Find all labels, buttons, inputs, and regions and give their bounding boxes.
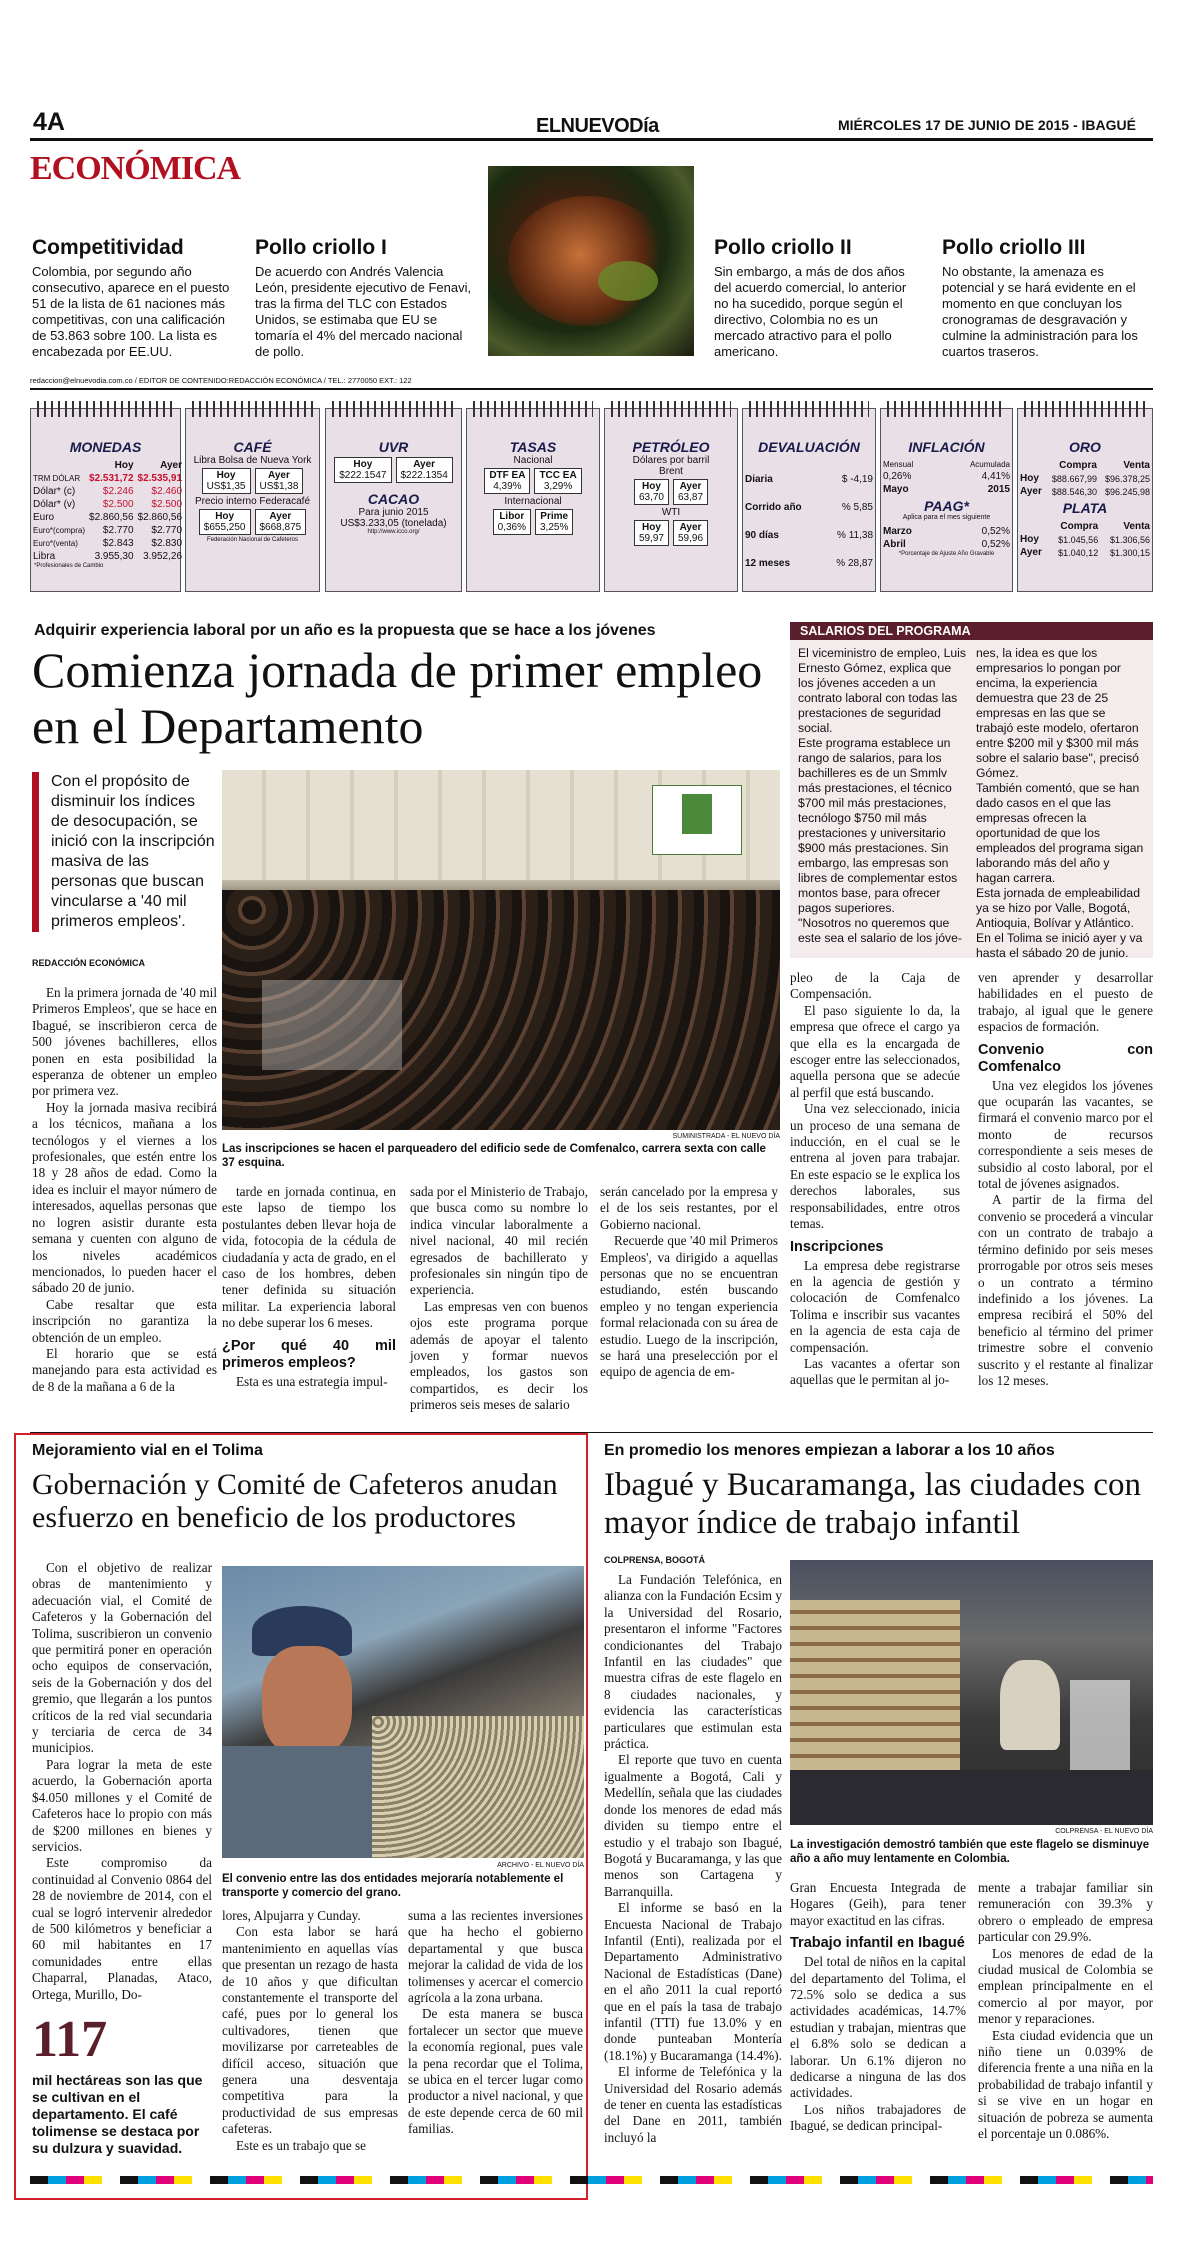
- market-title: DEVALUACIÓN: [758, 439, 860, 455]
- market-note: Federación Nacional de Cafeteros: [206, 537, 299, 543]
- coffee-photo: [222, 1566, 584, 1858]
- cell: Ayer: [1020, 547, 1042, 558]
- main-col-1: [32, 985, 217, 1395]
- vial-headline: Gobernación y Comité de Cafeteros anudan esfuerzo en beneficio de los productores: [32, 1468, 558, 1534]
- paragraph: sada por el Ministerio de Trabajo, que busca como su nombre lo indica vincular laboralmente a nivel nacional, 40 mil recién egresados de bachillerato y profesionales sin ningún tipo de experiencia.: [410, 1184, 589, 1298]
- brief-pollo-3: [942, 236, 1154, 360]
- main-col-3: [410, 1184, 588, 1414]
- paragraph: Las empresas ven con buenos ojos este programa porque además de apoyar el talento joven y formar nuevos empleados, los gastos son compartidos, es decir los primeros seis meses de salario: [410, 1298, 588, 1413]
- paragraph: Con esta labor se hará mantenimiento en aquellas vías que presentan un rezago de hasta de 10 años y que dificultan constantemente el transporte del café, pues por lo general los cultivadores, tienen que movilizarse por carreteables de difícil acceso, situación que genera una desventaja competitiva para la productividad de sus empresas cafeteras.: [222, 1924, 398, 2137]
- paragraph: tarde en jornada continua, en este lapso de tiempo los postulantes deben llevar hoja de vida, fotocopia de la cédula de ciudadanía y acta de grado, en el caso de los hombres, deben tener definida su situación militar. La experiencia laboral no debe superar los 6 meses.: [222, 1184, 396, 1331]
- paragraph: Este es un trabajo que se: [236, 2137, 367, 2153]
- photo-credit: ARCHIVO - EL NUEVO DÍA: [497, 1862, 584, 1869]
- photo-caption: Las inscripciones se hacen el parqueadero del edificio sede de Comfenalco, carrera sexta con calle 37 esquina.: [222, 1143, 766, 1169]
- brief-text: Colombia, por segundo año consecutivo, aparece en el puesto 51 de la lista de 61 naciones más competitivas, con una calificación de 53.863 sobre 100. La lista es encabezada por EE.UU.: [32, 264, 230, 359]
- col-head: Compra: [1060, 521, 1099, 532]
- market-title: PAAG*: [924, 498, 969, 514]
- value: $222.1354: [400, 470, 448, 481]
- cell: % 28,87: [836, 557, 873, 569]
- market-monedas: [30, 408, 181, 592]
- market-cafe: [185, 408, 320, 592]
- byline: REDACCIÓN ECONÓMICA: [32, 958, 146, 968]
- paragraph: nes, la idea es que los empresarios lo pongan por encima, la experiencia demuestra que 23 de 25 empresas en las que se trabajó este modelo, ofertaron entre $200 mil y $300 mil más sobre el salario base", precisó Gómez.: [976, 646, 1139, 780]
- paragraph: El reporte que tuvo en cuenta igualmente a Bogotá, Cali y Medellín, señala que las ciudades donde los menores de edad más dividen su tiempo entre el estudio y el trabajo son Ibagué, Bogotá y Bucaramanga, y las que menos son Cartagena y Barranquilla.: [604, 1752, 782, 1899]
- market-subtitle: Aplica para el mes siguiente: [902, 514, 991, 521]
- comfenalco-photo: [222, 770, 780, 1130]
- salarios-sidebar: [790, 622, 1153, 958]
- stat-text: mil hectáreas son las que se cultivan en el departamento. El café tolimense se destaca por su dulzura y suavidad.: [32, 2072, 203, 2156]
- page-number: 4A: [33, 108, 65, 136]
- subhead: Inscripciones: [790, 1238, 884, 1255]
- value: 0,36%: [497, 522, 526, 533]
- cell: $2.246: [102, 486, 134, 497]
- label: Prime: [540, 511, 569, 522]
- subhead: Convenio con Comfenalco: [978, 1041, 1153, 1075]
- market-title: CACAO: [367, 491, 420, 507]
- vial-col-1: [32, 1560, 212, 2003]
- value: 4,39%: [493, 481, 522, 492]
- cell: $1.045,56: [1058, 534, 1099, 545]
- paragraph: En el Tolima se inició ayer y va hasta el sábado 20 de junio.: [976, 931, 1143, 960]
- cell: $1.040,12: [1058, 547, 1099, 558]
- cell: TRM DÓLAR: [33, 474, 81, 483]
- paragraph: Gran Encuesta Integrada de Hogares (Geih), para tener mayor exactitud en las cifras.: [790, 1880, 966, 1928]
- label: Ayer: [679, 522, 702, 533]
- cell: Euro*(compra): [33, 526, 86, 535]
- label: Ayer: [679, 481, 702, 492]
- paragraph: A partir de la firma del convenio se procederá a vincular con un contrato de trabajo a término definido por seis meses prorrogable por otros seis meses o un contrato a término indefinido a los jóvenes. La empresa recibirá el 50% del beneficio al término del primer trimestre sobre el convenio suscrito y el restante al finalizar los 12 meses.: [978, 1192, 1153, 1388]
- label: DTF EA: [489, 470, 526, 481]
- cell: % 5,85: [841, 501, 873, 513]
- col-head: Mensual: [883, 460, 914, 469]
- sidebar-col-1: [798, 646, 966, 946]
- col-head: Acumulada: [969, 460, 1010, 469]
- brief-title: Pollo criollo I: [255, 236, 387, 259]
- market-note: *Profesionales de Cambio: [34, 563, 104, 569]
- cell: Hoy: [1020, 534, 1039, 545]
- sidebar-col-2: [976, 646, 1146, 961]
- vial-col-3: [408, 1908, 583, 2138]
- brief-title: Pollo criollo II: [714, 236, 852, 259]
- market-subtitle: Nacional: [513, 455, 553, 466]
- brief-pollo-1: [255, 236, 477, 360]
- brief-text: Sin embargo, a más de dos años del acuerdo comercial, lo anterior no ha sucedido, porque según el directivo, Colombia no es un mercado atractivo para el pollo americano.: [714, 264, 907, 359]
- market-title: ORO: [1069, 439, 1101, 455]
- market-title: UVR: [378, 439, 409, 455]
- infantil-kicker: En promedio los menores empiezan a laborar a los 10 años: [604, 1442, 1055, 1459]
- paragraph: Los menores de edad de la ciudad musical de Colombia se emplean principalmente en el comercio al por mayor, por menor y reparaciones.: [978, 1945, 1153, 2027]
- cell: Ayer: [1020, 486, 1042, 497]
- cell: 3.952,26: [143, 551, 183, 562]
- paragraph: El informe de Telefónica y la Universidad del Rosario además de tener en cuenta las estadísticas del Dane en 2011, también incluyó la: [604, 2064, 782, 2145]
- cell: Dólar* (v): [33, 499, 76, 510]
- sidebar-title: SALARIOS DEL PROGRAMA: [790, 622, 1153, 640]
- pull-quote-text: Con el propósito de disminuir los índices de desocupación, se inició con la inscripción masiva de las personas que buscan vincularse a '40 mil primeros empleos'.: [51, 773, 215, 930]
- cell: 3.955,30: [94, 551, 134, 562]
- label: Hoy: [216, 470, 236, 481]
- paragraph: El paso siguiente lo da, la empresa que ofrece el cargo ya que ella es la encargada de escoger entre las seleccionados, aquella persona que se adecúe al perfil que está buscando.: [790, 1002, 960, 1100]
- label: Libor: [499, 511, 525, 522]
- paragraph: Con el objetivo de realizar obras de mantenimiento y adecuación vial, el Comité de Cafeteros y la Gobernación del Tolima, suscribieron un convenio que permitirá poner en operación ocho equipos de conservación, seis de la Gobernación y dos del gremio, que llegarán a los puntos críticos de la red vial secundaria y terciaria de cerca de 34 municipios.: [32, 1560, 212, 1756]
- paragraph: La empresa debe registrarse en la agencia de gestión y colocación de Comfenalco Tolima e inscribir sus vacantes en la agencia de esta caja de compensación.: [790, 1257, 960, 1355]
- cell: Euro: [33, 512, 55, 523]
- paragraph: lores, Alpujarra y Cunday.: [222, 1908, 361, 1923]
- main-headline: Comienza jornada de primer empleo en el Departamento: [32, 642, 763, 754]
- cell: 12 meses: [745, 557, 791, 569]
- value: $222.1547: [339, 470, 387, 481]
- brief-text: De acuerdo con Andrés Valencia León, presidente ejecutivo de Fenavi, tras la firma del TLC con Estados Unidos, se estimaba que EU se tomaría el 4% del mercado nacional de pollo.: [255, 264, 472, 359]
- header-rule-2: [30, 388, 1153, 390]
- vial-col-2: [222, 1908, 398, 2154]
- value: 63,87: [678, 492, 704, 503]
- value: US$3.233,05 (tonelada): [340, 518, 447, 529]
- main-col-2: [222, 1184, 396, 1390]
- paragraph: mente a trabajar familiar sin remuneración con 39.3% y obrero o empleado de empresa particular con 29.9%.: [978, 1880, 1153, 1945]
- paragraph: En la primera jornada de '40 mil Primeros Empleos', que se hace en Ibagué, se inscribieron cerca de 500 jóvenes bachilleres, ellos ponen en esta posibilidad la esperanza de obtener un empleo por primera vez.: [32, 985, 217, 1099]
- cell: Hoy: [1020, 473, 1039, 484]
- label: Ayer: [268, 470, 290, 481]
- stat-number: 117: [32, 2011, 108, 2068]
- value: 59,97: [638, 533, 664, 544]
- market-title: PETRÓLEO: [632, 439, 710, 455]
- section-title: ECONÓMICA: [30, 150, 241, 187]
- market-uvr: [325, 408, 462, 592]
- brief-title: Pollo criollo III: [942, 236, 1086, 259]
- paragraph: "Nosotros no queremos que este sea el salario de los jóve-: [798, 916, 962, 945]
- cell: Dólar* (c): [33, 486, 76, 497]
- cell: Marzo: [883, 526, 912, 537]
- brief-pollo-2: [714, 236, 924, 360]
- value: US$1,38: [259, 481, 299, 492]
- infantil-col-1: [604, 1572, 782, 2146]
- pull-quote: [32, 772, 217, 932]
- market-inflacion: [880, 408, 1013, 592]
- cell: $96.245,98: [1104, 486, 1150, 497]
- cell: Libra: [33, 551, 56, 562]
- market-petroleo: [604, 408, 738, 592]
- subhead: Trabajo infantil en Ibagué: [790, 1935, 965, 1952]
- cell: $88.667,99: [1051, 473, 1097, 484]
- cell: 0,26%: [883, 471, 912, 482]
- vial-kicker: Mejoramiento vial en el Tolima: [32, 1442, 263, 1459]
- market-title: PLATA: [1062, 500, 1108, 516]
- market-subtitle: Internacional: [504, 496, 562, 507]
- paragraph: También comentó, que se han dado casos en el que las empresas ofrecen la oportunidad de que los empleados del programa sigan laborando más del año y hagan carrera.: [976, 781, 1144, 885]
- market-subtitle: Brent: [659, 466, 683, 477]
- food-photo: [488, 166, 694, 356]
- main-col-5: [790, 970, 960, 1389]
- brief-competitividad: [32, 236, 242, 360]
- photo-caption: La investigación demostró también que este flagelo se disminuye año a año muy lentamente en Colombia.: [790, 1839, 1150, 1865]
- cell: Mayo: [883, 484, 909, 495]
- cell: $2.500: [102, 499, 134, 510]
- paragraph: Una vez elegidos los jóvenes que ocuparán las vacantes, se firmará el convenio marco por el monto de recursos correspondiente a seis meses de subsidio al costo laboral, por el total de jóvenes asignados.: [978, 1077, 1153, 1192]
- photo-caption: El convenio entre las dos entidades mejoraría notablemente el transporte y comercio del grano.: [222, 1873, 564, 1899]
- paragraph: Una vez seleccionado, inicia un proceso de una semana de inducción, en el cual se le entrena al joven para trabajar. En este espacio se le explica los derechos laborales, sus responsabilidades, entre otros temas.: [790, 1101, 960, 1232]
- header-rule: [30, 138, 1153, 141]
- cell: $2.860,56: [137, 512, 183, 523]
- value: $668,875: [259, 522, 302, 533]
- label: Hoy: [215, 511, 235, 522]
- cell: 4,41%: [981, 471, 1010, 482]
- label: TCC EA: [539, 470, 577, 481]
- paragraph: Las vacantes a ofertar son aquellas que le permitan al jo-: [790, 1355, 960, 1388]
- cell: % 11,38: [837, 529, 873, 541]
- paragraph: Cabe resaltar que esta inscripción no garantiza la obtención de un empleo.: [32, 1296, 217, 1345]
- cell: $2.531,72: [89, 473, 134, 484]
- paragraph: Para lograr la meta de este acuerdo, la Gobernación aporta $4.050 millones y el Comité de Cafeteros hace lo propio con más de $200 millones en bienes y servicios.: [32, 1756, 212, 1854]
- cell: $96.378,25: [1104, 473, 1150, 484]
- paragraph: Del total de niños en la capital del departamento del Tolima, el 72.5% solo se dedica a sus actividades académicas, 14.7% estudian y trabajan, mientras que el 6.8% solo se dedican a laborar. Un 6.1% dijeron no dedicarse a ninguna de las dos actividades.: [790, 1954, 966, 2101]
- cell: $88.546,30: [1051, 486, 1097, 497]
- market-photo: [790, 1560, 1153, 1825]
- paragraph: Este compromiso da continuidad al Convenio 0864 del 28 de noviembre de 2014, con el cual se logró intervenir alrededor de 500 kilómetros y beneficiar a 60 mil habitantes en 17 comunidades entre ellas Chaparral, Planadas, Ataco, Ortega, Murillo, Do-: [32, 1855, 212, 2002]
- col-head: Compra: [1059, 460, 1097, 471]
- paragraph: De esta manera se busca fortalecer un sector que mueve la economía regional, pues vale la pena recordar que el Tolima, se ubica en el tercer lugar como productor a nivel nacional, y que de este depende cerca de 60 mil familias.: [408, 2006, 583, 2137]
- label: Hoy: [642, 481, 661, 492]
- market-title: MONEDAS: [69, 439, 142, 455]
- infantil-col-3: [978, 1880, 1153, 2143]
- paragraph: suma a las recientes inversiones que ha hecho el gobierno departamental y que busca mejorar la calidad de vida de los tolimenses y acercar el comercio agrícola a la zona urbana.: [408, 1908, 583, 2006]
- main-kicker: Adquirir experiencia laboral por un año es la propuesta que se hace a los jóvenes: [34, 622, 656, 639]
- value: US$1,35: [206, 481, 246, 492]
- paragraph: Este programa establece un rango de salarios, para los bachilleres es de un Smmlv más prestaciones, el técnico $700 mil más prestaciones, tecnólogo $750 mil más prestaciones y universitario $900 más prestaciones. Sin embargo, las empresas son libres de complementar estos montos base, para ofrecer pagos superiores.: [798, 736, 958, 915]
- col-head: Venta: [1123, 460, 1150, 471]
- infantil-col-2: [790, 1880, 966, 2135]
- cell: 0,52%: [981, 526, 1010, 537]
- masthead-logo: ELNUEVODía: [536, 115, 659, 137]
- paragraph: Esta ciudad evidencia que un niño tiene un 0.039% de diferencia frente a una niña en la probabilidad de trabajo infantil y si se vive en un hogar en situación de pobreza se aumenta el porcentaje un 0.086%.: [978, 2027, 1153, 2142]
- cell: $2.770: [151, 525, 183, 536]
- paragraph: Hoy la jornada masiva recibirá a los técnicos, mañana a los tecnólogos y el viernes a los profesionales, que estén entre los 18 y 28 años de edad. Como la idea es incluir el mayor número de interesados, aquellas personas que no logren asistir durante esta semana y cuenten con alguno de los niveles académicos mencionados, lo pueden hacer el sábado 20 de junio.: [32, 1099, 217, 1296]
- market-subtitle: Precio interno Federacafé: [194, 496, 311, 507]
- label: Hoy: [642, 522, 661, 533]
- market-devaluacion: [742, 408, 876, 592]
- paragraph: Los niños trabajadores de Ibagué, se dedican principal-: [790, 2101, 966, 2134]
- label: Hoy: [353, 459, 373, 470]
- paragraph: Recuerde que '40 mil Primeros Empleos', va dirigido a aquellas personas que no se encuentran estudiando, estén buscando empleo y no tengan experiencia formal relacionada con su área de estudio. Luego de la inscripción, se hará una preselección por el equipo de agencia de em-: [600, 1233, 778, 1380]
- market-title: CAFÉ: [233, 439, 272, 455]
- cell: $2.500: [151, 499, 183, 510]
- byline: COLPRENSA, BOGOTÁ: [604, 1555, 706, 1565]
- cell: $2.770: [102, 525, 134, 536]
- cell: Corrido año: [745, 501, 802, 513]
- market-note: http://www.icco.org/: [367, 529, 420, 535]
- cell: $ -4,19: [841, 473, 873, 485]
- contact-line: redaccion@elnuevodia.com.co / EDITOR DE CONTENIDO:REDACCIÓN ECONÓMICA / TEL.: 2770050 EXT.: 122: [30, 376, 412, 385]
- col-head: Venta: [1123, 521, 1150, 532]
- paragraph: serán cancelado por la empresa y el de los seis restantes, por el Gobierno nacional.: [600, 1184, 778, 1232]
- cell: 90 días: [745, 529, 779, 541]
- market-oro: [1017, 408, 1153, 592]
- label: Ayer: [413, 459, 436, 470]
- paragraph: El viceministro de empleo, Luis Ernesto Gómez, explica que los jóvenes acceden a un contrato laboral con todas las prestaciones de seguridad social.: [798, 646, 966, 735]
- brief-text: No obstante, la amenaza es potencial y se hará evidente en el momento en que concluyan los cronogramas de desgravación y culmine la administración para los cuartos traseros.: [942, 264, 1138, 359]
- main-col-4: [600, 1184, 778, 1381]
- cell: $2.860,56: [89, 512, 134, 523]
- value: 3,25%: [540, 522, 569, 533]
- paragraph: El horario que se está manejando para esta actividad es de 8 de la mañana a 6 de la: [32, 1345, 217, 1394]
- market-title: INFLACIÓN: [908, 439, 985, 455]
- market-tasas: [466, 408, 600, 592]
- market-note: *Porcentaje de Ajuste Año Gravable: [898, 551, 995, 557]
- cell: Diaria: [745, 473, 773, 485]
- paragraph: pleo de la Caja de Compensación.: [790, 970, 960, 1002]
- photo-credit: SUMINISTRADA - EL NUEVO DÍA: [672, 1133, 780, 1140]
- cell: 0,52%: [981, 539, 1010, 550]
- value: 63,70: [638, 492, 664, 503]
- cell: $2.535,91: [137, 473, 183, 484]
- cell: $2.830: [151, 538, 183, 549]
- cell: 2015: [987, 484, 1010, 495]
- cell: Euro*(venta): [33, 539, 78, 548]
- infantil-headline: Ibagué y Bucaramanga, las ciudades con mayor índice de trabajo infantil: [604, 1467, 1141, 1541]
- market-subtitle: Para junio 2015: [358, 507, 429, 518]
- market-title: TASAS: [509, 439, 557, 455]
- value: 3,29%: [543, 481, 573, 492]
- cell: $2.460: [151, 486, 183, 497]
- paragraph: La Fundación Telefónica, en alianza con la Fundación Ecsim y la Universidad del Rosario, presentaron el informe "Factores condicionantes del Trabajo Infantil en las ciudades" que muestra cifras de este flagelo en 8 ciudades nacionales, y evidencia las características particulares que estimulan esta práctica.: [604, 1572, 782, 1752]
- paragraph: Esta jornada de empleabilidad ya se hizo por Valle, Bogotá, Antioquia, Bolívar y Atlántico.: [976, 886, 1140, 930]
- market-subtitle: Libra Bolsa de Nueva York: [193, 455, 312, 466]
- paragraph: El informe se basó en la Encuesta Nacional de Trabajo Infantil (Enti), realizada por el Departamento Administrativo Nacional de Estadísticas (Dane) en el año 2011 la cual reportó que en el país la tasa de trabajo infantil (TTI) fue 13.0% y en donde punteaban Montería (18.1%) y Bucaramanga (14.4%).: [604, 1900, 782, 2063]
- cell: Abril: [883, 539, 906, 550]
- subhead: ¿Por qué 40 mil primeros empleos?: [222, 1337, 396, 1371]
- print-color-bar: [30, 2176, 1153, 2184]
- photo-credit: COLPRENSA - EL NUEVO DÍA: [1055, 1828, 1153, 1835]
- label: Ayer: [269, 511, 292, 522]
- paragraph: ven aprender y desarrollar habilidades en el puesto de trabajo, al igual que le genere espacios de formación.: [978, 970, 1153, 1035]
- market-subtitle: WTI: [661, 507, 681, 518]
- value: 59,96: [678, 533, 704, 544]
- value: $655,250: [203, 522, 246, 533]
- market-subtitle: Dólares por barril: [632, 455, 710, 466]
- col-head: Hoy: [114, 460, 134, 471]
- cell: $1.306,56: [1109, 534, 1150, 545]
- col-head: Ayer: [160, 460, 183, 471]
- cell: $1.300,15: [1109, 547, 1150, 558]
- paragraph: Esta es una estrategia impul-: [236, 1373, 388, 1389]
- main-col-6: [978, 970, 1153, 1389]
- date-line: MIÉRCOLES 17 DE JUNIO DE 2015 - IBAGUÉ: [838, 117, 1136, 133]
- brief-title: Competitividad: [32, 236, 184, 259]
- cell: $2.843: [102, 538, 134, 549]
